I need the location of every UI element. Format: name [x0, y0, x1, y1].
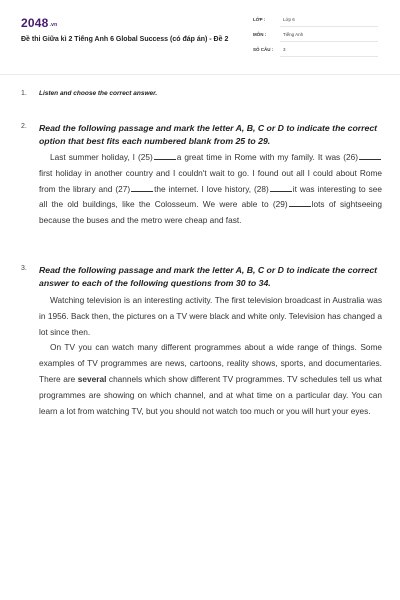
answer-blank — [289, 200, 311, 207]
meta-label-subject: MÔN : — [253, 32, 267, 37]
meta-divider — [280, 56, 378, 57]
meta-value-count: 3 — [283, 47, 286, 52]
question-prompt: Read the following passage and mark the letter A, B, C or D to indicate the correct answer to each of the following questions from 30 to 34. — [39, 265, 378, 288]
meta-value-class: Lớp 6 — [283, 17, 295, 22]
meta-label-class: LỚP : — [253, 17, 266, 22]
header-divider — [0, 74, 400, 75]
question-prompt: Read the following passage and mark the letter A, B, C or D to indicate the correct option that best fits each numbered blank from 25 to 29. — [39, 123, 378, 146]
question-number: 3. — [21, 265, 27, 272]
answer-blank — [154, 153, 176, 160]
answer-blank — [131, 185, 153, 192]
question-number: 1. — [21, 90, 27, 97]
answer-blank — [270, 185, 292, 192]
exam-header — [0, 0, 400, 80]
meta-value-subject: Tiếng Anh — [283, 32, 304, 37]
site-logo[interactable]: 2048.vn — [21, 16, 58, 30]
passage-paragraph: Watching television is an interesting activity. The first television broadcast in Australia was in 1956. Back then, the pictures on a TV were black and white only. Television has changed a lot since then. — [39, 295, 382, 337]
meta-divider — [280, 26, 378, 27]
passage: Last summer holiday, I (25) a great time in Rome with my family. It was (26)first holiday in another country and I couldn't wait to go. I found out all I could about Rome from the library and (27) the internet. I love history, (28) it was interesting to see all the old buildings, like the Colosseum. We were able to (29) lots of sightseeing because the buses and the metro were cheap and fast. — [39, 152, 382, 226]
question-prompt: Listen and choose the correct answer. — [39, 90, 158, 97]
passage-paragraph: On TV you can watch many different programmes about a wide range of things. Some examples of TV programmes are news, cartoons, reality shows, sports, and documentaries. There are several channels which show different TV programmes. TV schedules tell us what programmes are showing on which channel, and at what time on a particular day. You can learn a lot from watching TV, but you should not watch too much or you will hurt your eyes. — [39, 342, 382, 416]
answer-blank — [359, 153, 381, 160]
question-number: 2. — [21, 123, 27, 130]
meta-divider — [280, 41, 378, 42]
exam-title: Đề thi Giữa kì 2 Tiếng Anh 6 Global Success (có đáp án) - Đề 2 — [21, 36, 229, 43]
meta-label-count: SỐ CÂU : — [253, 47, 274, 52]
passage — [39, 293, 382, 419]
